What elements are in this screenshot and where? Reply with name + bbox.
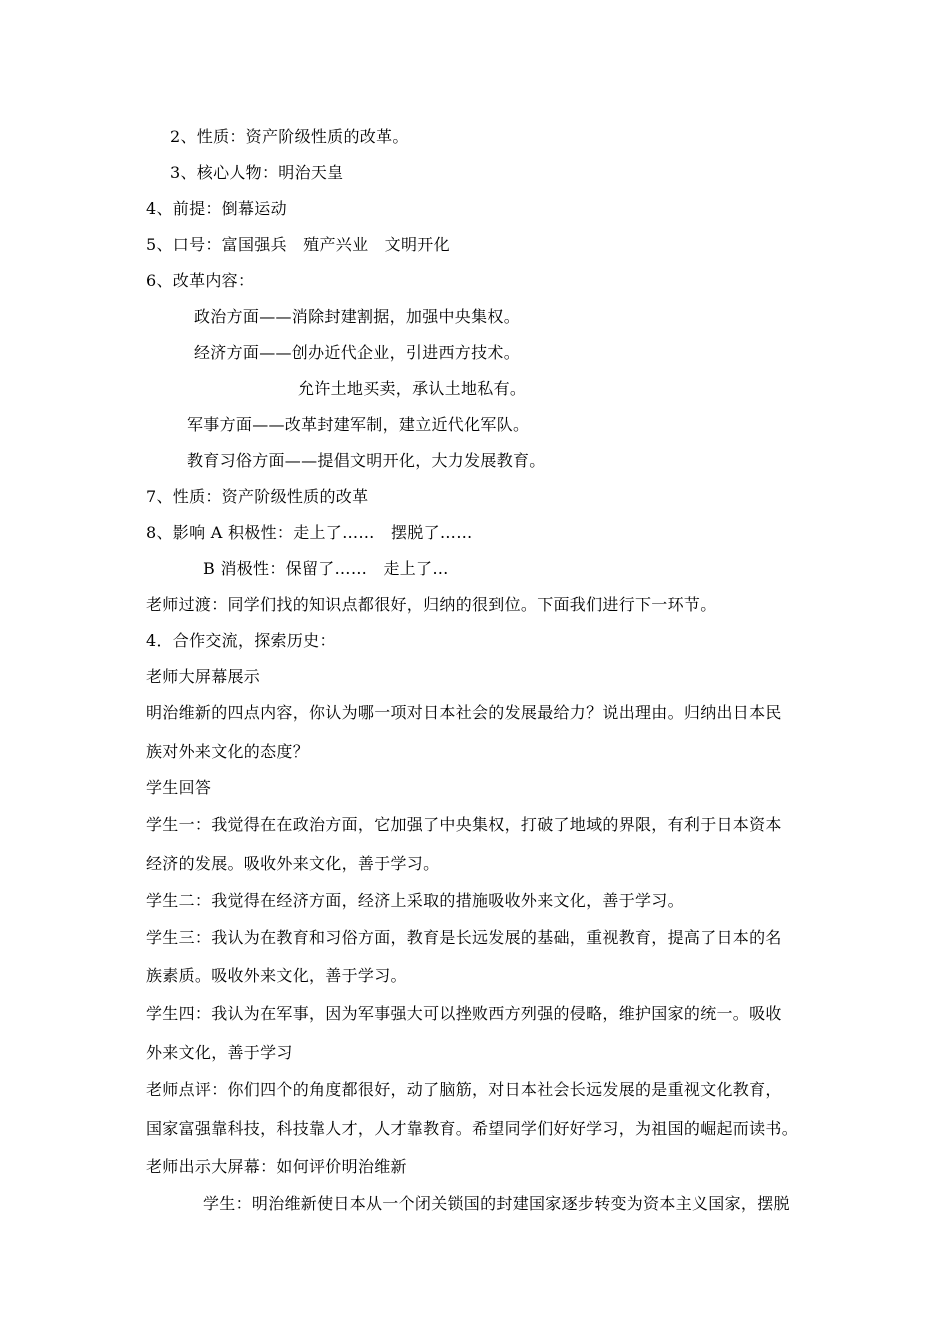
- text-line: 老师点评：你们四个的角度都很好，动了脑筋，对日本社会长远发展的是重视文化教育，: [146, 1080, 782, 1099]
- text-line: 2、性质：资产阶级性质的改革。: [170, 127, 409, 146]
- text-line: 族对外来文化的态度？: [146, 742, 310, 761]
- text-line: 学生四：我认为在军事，因为军事强大可以挫败西方列强的侵略，维护国家的统一。吸收: [146, 1004, 782, 1023]
- text-line: 政治方面——消除封建割据，加强中央集权。: [194, 307, 521, 326]
- text-line: 8、影响 A 积极性：走上了…… 摆脱了……: [146, 523, 473, 542]
- text-line: 允许土地买卖，承认土地私有。: [298, 379, 527, 398]
- text-line: 学生回答: [146, 778, 212, 797]
- text-line: 5、口号：富国强兵 殖产兴业 文明开化: [146, 235, 450, 254]
- text-line: 学生：明治维新使日本从一个闭关锁国的封建国家逐步转变为资本主义国家，摆脱: [203, 1194, 790, 1213]
- text-line: 学生三：我认为在教育和习俗方面，教育是长远发展的基础，重视教育，提高了日本的名: [146, 928, 782, 947]
- text-line: 老师过渡：同学们找的知识点都很好，归纳的很到位。下面我们进行下一环节。: [146, 595, 717, 614]
- text-line: 军事方面——改革封建军制，建立近代化军队。: [187, 415, 530, 434]
- text-line: 族素质。吸收外来文化，善于学习。: [146, 966, 407, 985]
- text-line: B 消极性：保留了…… 走上了…: [203, 559, 449, 578]
- text-line: 老师出示大屏幕：如何评价明治维新: [146, 1157, 407, 1176]
- text-line: 6、改革内容：: [146, 271, 255, 290]
- text-line: 学生一：我觉得在在政治方面，它加强了中央集权，打破了地域的界限，有利于日本资本: [146, 815, 782, 834]
- text-line: 经济方面——创办近代企业，引进西方技术。: [194, 343, 521, 362]
- text-line: 学生二：我觉得在经济方面，经济上采取的措施吸收外来文化，善于学习。: [146, 891, 684, 910]
- text-line: 明治维新的四点内容，你认为哪一项对日本社会的发展最给力？说出理由。归纳出日本民: [146, 703, 782, 722]
- text-line: 老师大屏幕展示: [146, 667, 261, 686]
- text-line: 7、性质：资产阶级性质的改革: [146, 487, 369, 506]
- text-line: 经济的发展。吸收外来文化，善于学习。: [146, 854, 440, 873]
- text-line: 国家富强靠科技，科技靠人才，人才靠教育。希望同学们好好学习，为祖国的崛起而读书。: [146, 1119, 799, 1138]
- text-line: 3、核心人物：明治天皇: [170, 163, 344, 182]
- text-line: 4、前提：倒幕运动: [146, 199, 287, 218]
- text-line: 外来文化，善于学习: [146, 1043, 293, 1062]
- text-line: 4．合作交流，探索历史：: [146, 631, 336, 650]
- text-line: 教育习俗方面——提倡文明开化，大力发展教育。: [187, 451, 546, 470]
